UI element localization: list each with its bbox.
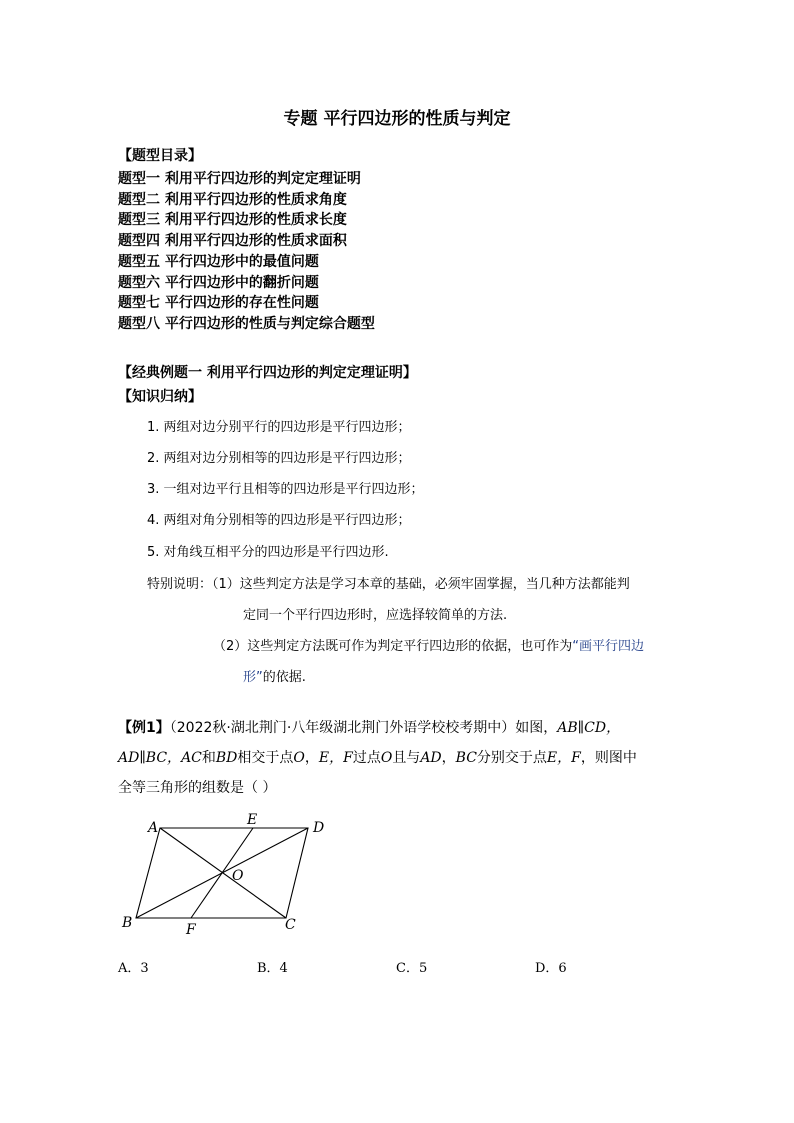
math-expr: E，F <box>318 750 353 766</box>
parallelogram-figure <box>110 810 340 940</box>
toc-list <box>118 169 375 335</box>
note-highlight: “画平行四边 <box>572 639 645 654</box>
example-tag: 【例1】 <box>118 720 170 736</box>
toc-item: 题型一 利用平行四边形的判定定理证明 <box>118 171 361 187</box>
label-b: B <box>122 915 133 931</box>
note-text: 的依据. <box>262 670 306 685</box>
math-expr: O <box>380 750 393 766</box>
example-line: AD∥BC，AC和BD相交于点O，E，F过点O且与AD，BC分别交于点E，F，则图中 <box>118 750 637 766</box>
toc-item: 题型六 平行四边形中的翻折问题 <box>118 274 319 291</box>
toc-heading: 【题型目录】 <box>118 148 202 164</box>
toc-item: 题型三 利用平行四边形的性质求长度 <box>118 212 347 229</box>
knowledge-heading: 【知识归纳】 <box>118 389 202 405</box>
example-line: 全等三角形的组数是（ ） <box>118 780 277 796</box>
toc-item: 题型七 平行四边形的存在性问题 <box>118 295 319 312</box>
rule-item: 4. 两组对角分别相等的四边形是平行四边形； <box>147 513 411 528</box>
rule-item: 2. 两组对边分别相等的四边形是平行四边形； <box>147 451 411 466</box>
math-expr: AB∥CD， <box>557 720 621 736</box>
note-line <box>213 635 644 654</box>
label-d: D <box>313 820 325 836</box>
option-d[interactable]: D．6 <box>535 961 567 976</box>
math-expr: AD∥BC， <box>118 750 182 766</box>
label-o: O <box>232 868 244 884</box>
label-a: A <box>148 820 159 836</box>
toc-item: 题型二 利用平行四边形的性质求角度 <box>118 191 347 208</box>
math-expr: BC <box>455 750 477 766</box>
label-e: E <box>247 812 258 828</box>
label-c: C <box>285 917 296 933</box>
toc-item: 题型五 平行四边形中的最值问题 <box>118 253 319 270</box>
rule-item: 3. 一组对边平行且相等的四边形是平行四边形； <box>147 482 424 497</box>
math-expr: E，F <box>546 750 581 766</box>
label-f: F <box>186 922 196 938</box>
toc-item: 题型四 利用平行四边形的性质求面积 <box>118 233 347 250</box>
rule-item: 5. 对角线互相平分的四边形是平行四边形. <box>147 545 389 560</box>
option-c[interactable]: C．5 <box>396 961 428 976</box>
section-heading: 【经典例题一 利用平行四边形的判定定理证明】 <box>118 365 417 381</box>
math-expr: AC <box>181 750 202 766</box>
math-expr: BD <box>215 750 238 766</box>
note-line <box>243 666 306 685</box>
note-line <box>147 573 630 592</box>
example-source: （2022秋·湖北荆门·八年级湖北荆门外语学校校考期中） <box>169 720 516 736</box>
note-text: （2）这些判定方法既可作为判定平行四边形的依据，也可作为 <box>213 639 573 654</box>
math-expr: AD <box>420 750 442 766</box>
rule-item: 1. 两组对边分别平行的四边形是平行四边形； <box>147 420 411 435</box>
note-highlight: 形” <box>243 670 263 685</box>
note-line: 定同一个平行四边形时，应选择较简单的方法. <box>243 608 508 623</box>
note-text: （1）这些判定方法是学习本章的基础，必须牢固掌握，当几种方法都能判 <box>212 577 630 592</box>
note-label: 特别说明： <box>147 577 213 592</box>
example-line: 【例1】（2022秋·湖北荆门·八年级湖北荆门外语学校校考期中）如图，AB∥CD， <box>118 720 621 736</box>
option-a[interactable]: A．3 <box>118 961 149 976</box>
page-title: 专题 平行四边形的性质与判定 <box>283 109 511 129</box>
math-expr: O <box>293 750 305 766</box>
toc-item: 题型八 平行四边形的性质与判定综合题型 <box>118 315 375 332</box>
option-b[interactable]: B．4 <box>257 961 288 976</box>
segment-ef <box>191 828 253 918</box>
